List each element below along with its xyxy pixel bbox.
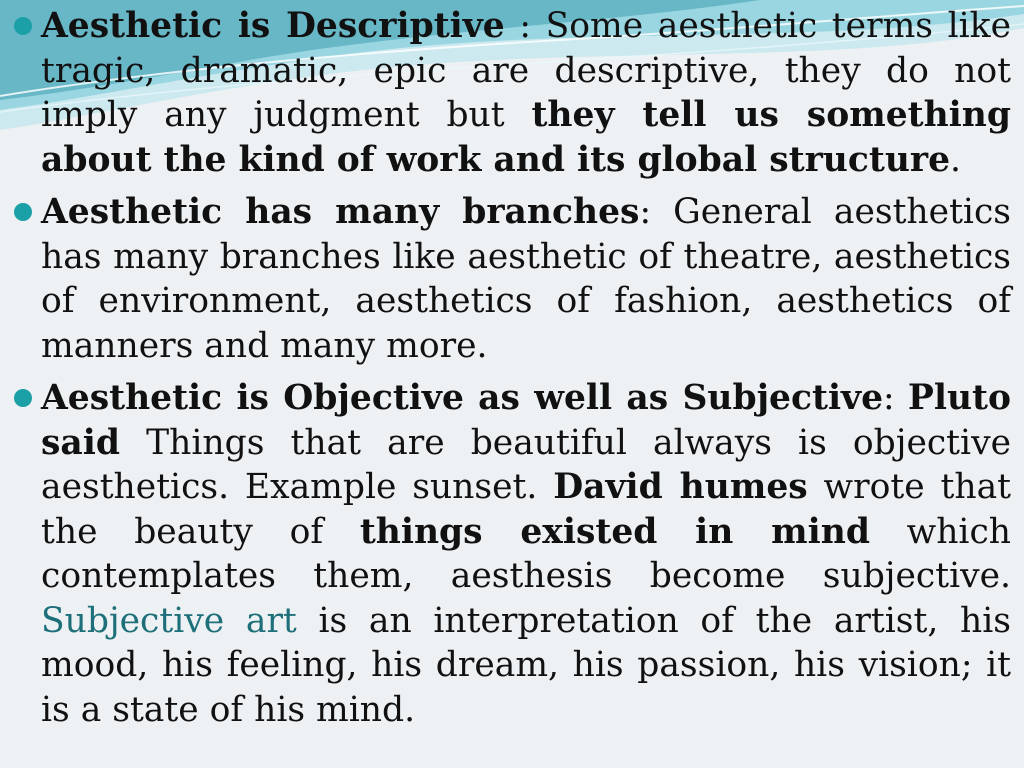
- bold-text: Aesthetic is Objective as well as Subjective: [41, 378, 884, 418]
- body-text: :: [883, 378, 908, 418]
- bold-text: Aesthetic is Descriptive: [41, 6, 505, 46]
- bullet-item: [14, 4, 1011, 182]
- body-text: : Some aesthetic terms like tragic, dramatic, epic are descriptive, they do not imply any judgment but: [41, 6, 1011, 135]
- bold-text: David humes: [553, 467, 808, 507]
- bold-text: Pluto said: [41, 378, 1012, 463]
- bullet-dot-icon: [14, 203, 32, 221]
- bullet-dot-icon: [14, 389, 32, 407]
- body-text: .: [950, 139, 962, 180]
- bullet-item: [14, 376, 1011, 732]
- highlighted-text: Subjective art: [41, 600, 297, 641]
- bold-text: they tell us something about the kind of work and its global structure: [41, 95, 1011, 180]
- body-text: : General aesthetics has many branches like aesthetic of theatre, aesthetics of environment, aesthetics of fashion, aesthetics of manners and many more.: [41, 192, 1011, 366]
- bullet-item: [14, 190, 1011, 368]
- bold-text: things existed in mind: [359, 511, 870, 552]
- bullet-dot-icon: [14, 17, 32, 35]
- bullet-list: [14, 4, 1011, 740]
- body-text: wrote that the beauty of: [41, 467, 1011, 552]
- body-text: which contemplates them, aesthesis become subjective.: [41, 511, 1011, 596]
- bold-text: Aesthetic has many branches: [41, 192, 640, 232]
- body-text: is an interpretation of the artist, his mood, his feeling, his dream, his passion, his vision; it is a state of his mind.: [41, 600, 1011, 730]
- body-text: Things that are beautiful always is objective aesthetics. Example sunset.: [41, 422, 1011, 507]
